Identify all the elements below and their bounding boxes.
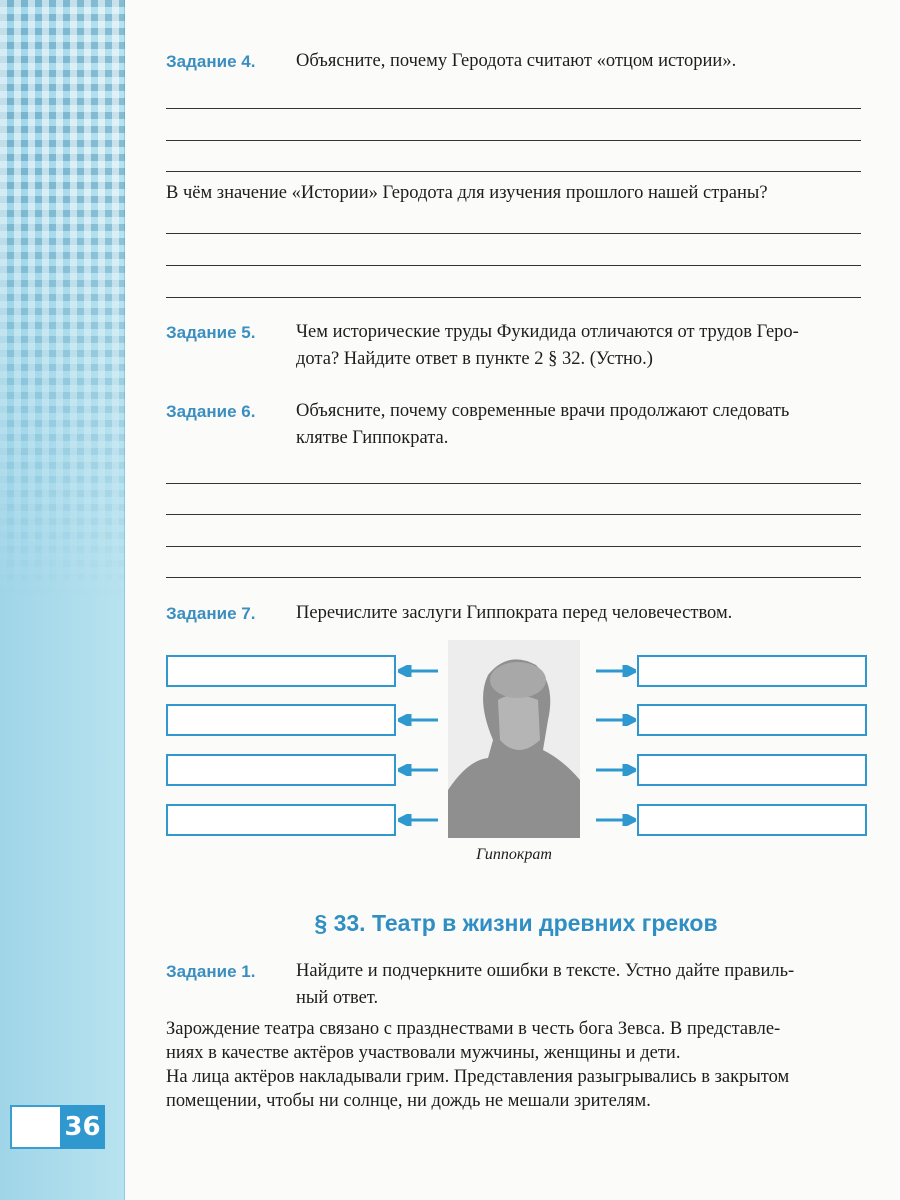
- image-caption: Гиппократ: [476, 846, 552, 863]
- task-4-text: Объясните, почему Геродота считают «отцом истории».: [296, 51, 737, 71]
- answer-line[interactable]: [166, 514, 861, 515]
- arrow-left-icon: [398, 665, 438, 677]
- section-task-1-text: Найдите и подчеркните ошибки в тексте. Устно дайте правиль- ный ответ.: [296, 961, 795, 1008]
- answer-box-right-1[interactable]: [637, 655, 867, 687]
- section-task-1-label: Задание 1.: [166, 962, 256, 981]
- answer-line[interactable]: [166, 171, 861, 172]
- arrow-right-icon: [596, 814, 636, 826]
- answer-box-left-2[interactable]: [166, 704, 396, 736]
- answer-box-left-4[interactable]: [166, 804, 396, 836]
- task-paragraph: Зарождение театра связано с празднествами в честь бога Зевса. В представле- ниях в качестве актёров участвовали мужчины, женщины и дети. На лица актёров накладывали грим. Представления разыгрывались в закрытом помещении, чтобы ни солнце, ни дождь не мешали зрителям.: [166, 1019, 790, 1111]
- answer-line[interactable]: [166, 233, 861, 234]
- answer-box-right-2[interactable]: [637, 704, 867, 736]
- hippocrates-bust-image: [448, 640, 580, 838]
- page-number-badge: [10, 1105, 105, 1149]
- page-number: 36: [60, 1105, 105, 1149]
- answer-line[interactable]: [166, 108, 861, 109]
- task-6-text: Объясните, почему современные врачи продолжают следовать клятве Гиппократа.: [296, 401, 790, 448]
- answer-box-right-4[interactable]: [637, 804, 867, 836]
- answer-line[interactable]: [166, 140, 861, 141]
- answer-box-left-3[interactable]: [166, 754, 396, 786]
- arrow-left-icon: [398, 714, 438, 726]
- answer-line[interactable]: [166, 546, 861, 547]
- answer-line[interactable]: [166, 297, 861, 298]
- section-heading: § 33. Театр в жизни древних греков: [314, 910, 718, 936]
- task-4-label: Задание 4.: [166, 52, 256, 71]
- decorative-side-strip: [0, 0, 125, 1200]
- task-7-text: Перечислите заслуги Гиппократа перед человечеством.: [296, 603, 733, 623]
- arrow-left-icon: [398, 814, 438, 826]
- task-6-label: Задание 6.: [166, 402, 256, 421]
- mosaic-pattern: [0, 0, 125, 600]
- answer-box-right-3[interactable]: [637, 754, 867, 786]
- answer-line[interactable]: [166, 483, 861, 484]
- arrow-right-icon: [596, 714, 636, 726]
- task-4-question: В чём значение «Истории» Геродота для изучения прошлого нашей страны?: [166, 183, 768, 203]
- arrow-right-icon: [596, 665, 636, 677]
- answer-line[interactable]: [166, 577, 861, 578]
- answer-line[interactable]: [166, 265, 861, 266]
- task-5-text: Чем исторические труды Фукидида отличаются от трудов Геро- дота? Найдите ответ в пункте 2 § 32. (Устно.): [296, 322, 799, 369]
- answer-box-left-1[interactable]: [166, 655, 396, 687]
- task-5-label: Задание 5.: [166, 323, 256, 342]
- arrow-right-icon: [596, 764, 636, 776]
- task-7-label: Задание 7.: [166, 604, 256, 623]
- arrow-left-icon: [398, 764, 438, 776]
